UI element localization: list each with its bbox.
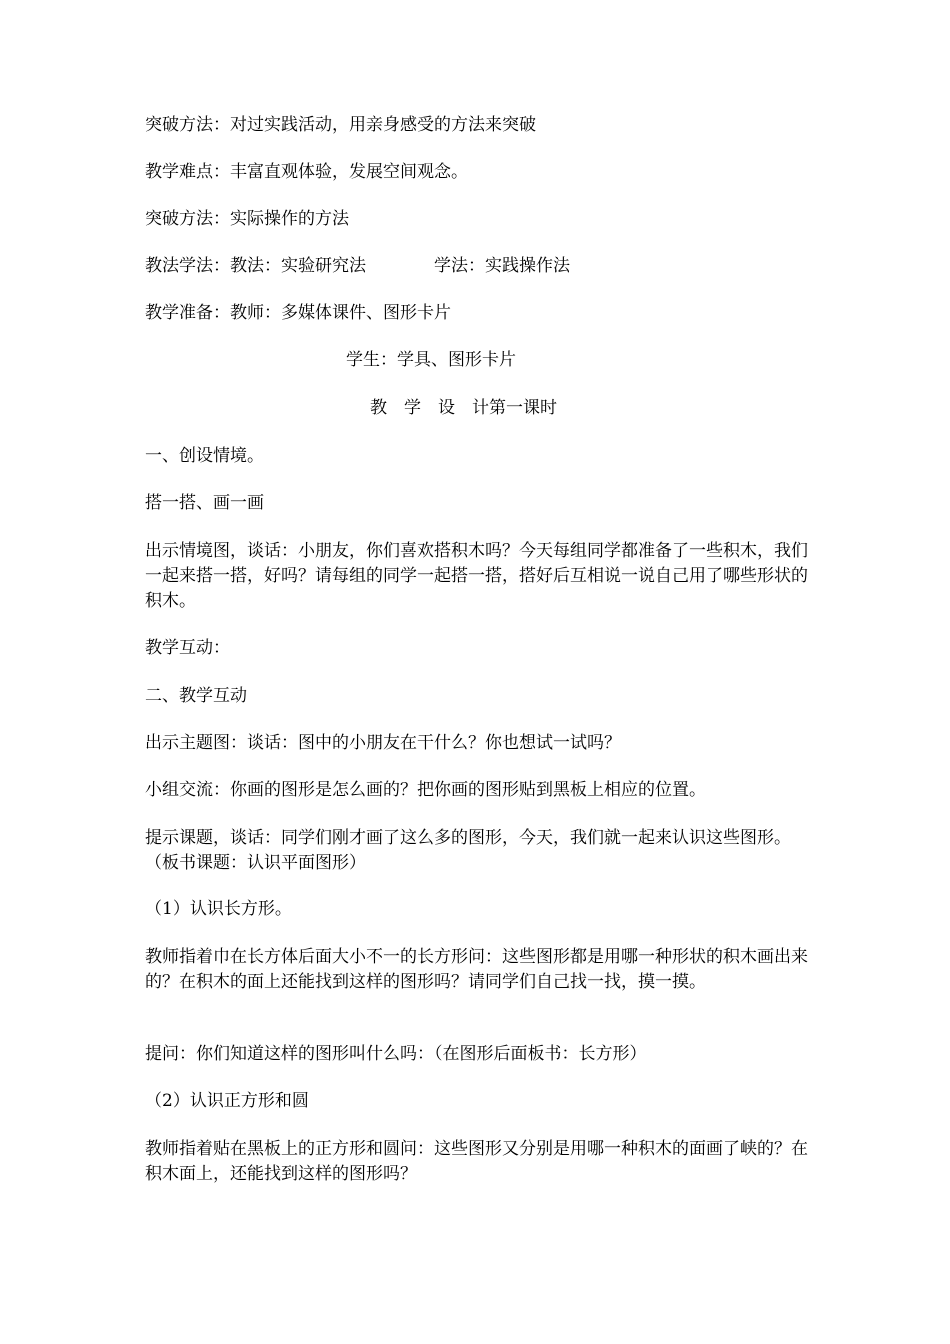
paragraph-teaching-methods bbox=[145, 254, 810, 279]
learning-method: 学法：实践操作法 bbox=[434, 256, 570, 276]
paragraph-teaching-interaction-label: 教学互动： bbox=[145, 638, 230, 658]
paragraph-build-draw: 搭一搭、画一画 bbox=[145, 493, 264, 513]
paragraph-show-theme-image: 出示主题图：谈话：图中的小朋友在干什么？你也想试一试吗？ bbox=[145, 733, 621, 753]
paragraph-rectangle-question: 教师指着巾在长方体后面大小不一的长方形问：这些图形都是用哪一种形状的积木画出来的？在积木的面上还能找到这样的图形吗？请同学们自己找一找，摸一摸。 bbox=[145, 947, 808, 992]
paragraph-introduce-topic: 提示课题，谈话：同学们刚才画了这么多的图形，今天，我们就一起来认识这些图形。（板书课题：认识平面图形） bbox=[145, 828, 791, 873]
paragraph-ask-name: 提问：你们知道这样的图形叫什么吗：（在图形后面板书：长方形） bbox=[145, 1044, 647, 1064]
paragraph-breakthrough-method-2: 突破方法：实际操作的方法 bbox=[145, 209, 349, 229]
heading-teaching-interaction: 二、教学互动 bbox=[145, 686, 247, 706]
section-heading-teaching-design: 教 学 设 计第一课时 bbox=[370, 398, 557, 418]
heading-recognize-square-circle: （2）认识正方形和圆 bbox=[145, 1091, 309, 1111]
paragraph-teaching-preparation: 教学准备：教师：多媒体课件、图形卡片 bbox=[145, 303, 451, 323]
paragraph-student-preparation: 学生：学具、图形卡片 bbox=[346, 350, 516, 370]
heading-recognize-rectangle: （1）认识长方形。 bbox=[145, 899, 292, 919]
teaching-method: 教法学法：教法：实验研究法 bbox=[145, 256, 366, 276]
paragraph-breakthrough-method-1: 突破方法：对过实践活动，用亲身感受的方法来突破 bbox=[145, 115, 536, 135]
paragraph-square-circle-question: 教师指着贴在黑板上的正方形和圆问：这些图形又分别是用哪一种积木的面画了峡的？在积木面上，还能找到这样的图形吗？ bbox=[145, 1139, 808, 1184]
heading-create-situation: 一、创设情境。 bbox=[145, 446, 264, 466]
paragraph-group-discussion: 小组交流：你画的图形是怎么画的？把你画的图形贴到黑板上相应的位置。 bbox=[145, 780, 706, 800]
paragraph-teaching-difficulty: 教学难点：丰富直观体验，发展空间观念。 bbox=[145, 162, 468, 182]
paragraph-show-situation: 出示情境图，谈话：小朋友，你们喜欢搭积木吗？今天每组同学都准备了一些积木，我们一起来搭一搭，好吗？请每组的同学一起搭一搭，搭好后互相说一说自己用了哪些形状的积木。 bbox=[145, 541, 808, 611]
